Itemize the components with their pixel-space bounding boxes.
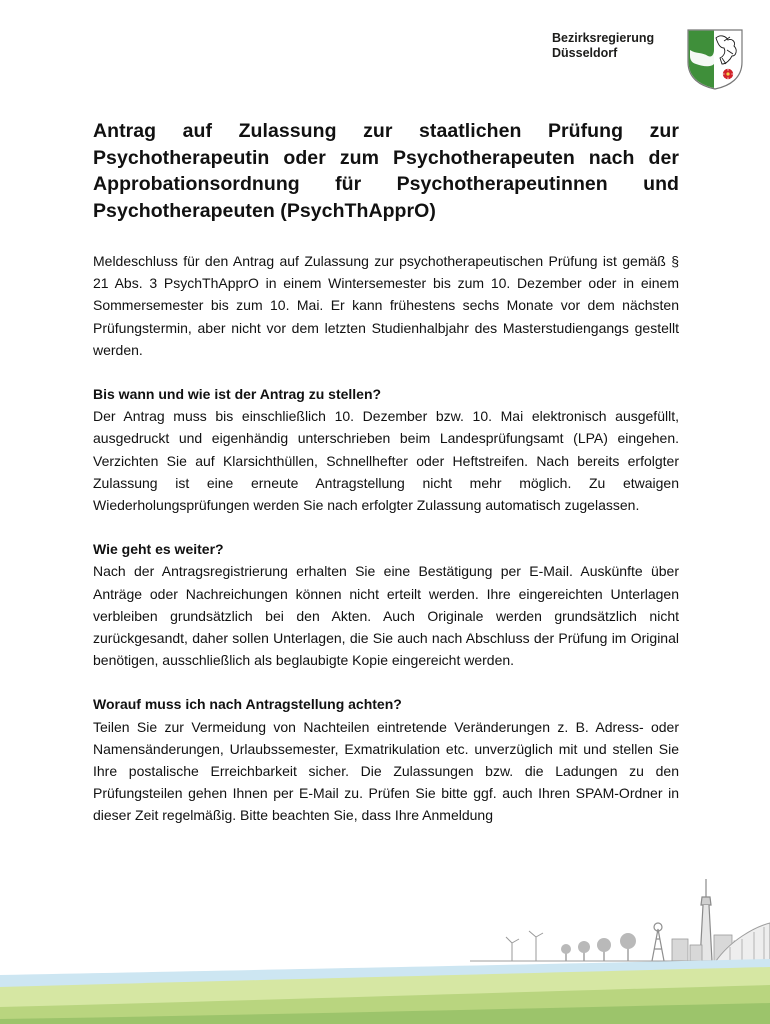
section-text: Teilen Sie zur Vermeidung von Nachteilen eintretende Veränderungen z. B. Adress- oder Namensänderungen, Urlaubssemester, Exmatrikulation etc. unverzüglich mit und stellen Sie Ihre postalische Erreichbarkeit sicher. Die Zulassungen bzw. die Ladungen zu den Prüfungsteilen gehen Ihnen per E-Mail zu. Prüfen Sie bitte ggf. auch Ihren SPAM-Ordner in dieser Zeit regelmäßig. Bitte beachten Sie, dass Ihre Anmeldung — [93, 718, 679, 824]
section-text: Der Antrag muss bis einschließlich 10. Dezember bzw. 10. Mai elektronisch ausgefüllt, ausgedruckt und eigenhändig unterschrieben beim Landesprüfungsamt (LPA) eingehen. Verzichten Sie auf Klarsichthüllen, Schnellhefter oder Heftstreifen. Nach bereits erfolgter Zulassung ist eine erneute Antragstellung nicht mehr möglich. Zu etwaigen Wiederholungsprüfungen werden Sie nach erfolgter Zulassung automatisch zugelassen. — [93, 408, 679, 514]
document-title: Antrag auf Zulassung zur staatlichen Prüfung zur Psychotherapeutin oder zum Psychotherapeuten nach der Approbationsordnung für Psychotherapeutinnen und Psychotherapeuten (PsychThApprO) — [93, 120, 679, 222]
document-body — [93, 118, 679, 827]
organization-name — [552, 31, 654, 61]
section-heading: Wie geht es weiter? — [93, 541, 224, 558]
section-heading: Worauf muss ich nach Antragstellung achten? — [93, 696, 402, 713]
section-heading: Bis wann und wie ist der Antrag zu stellen? — [93, 386, 382, 403]
org-name-line1: Bezirksregierung — [552, 31, 655, 45]
duesseldorf-skyline-icon — [0, 875, 770, 1024]
section-next-steps — [93, 538, 679, 671]
nrw-coat-of-arms-icon — [686, 28, 744, 90]
section-after-application — [93, 693, 679, 826]
org-name-line2: Düsseldorf — [552, 46, 618, 60]
section-application-deadline — [93, 383, 679, 516]
intro-paragraph: Meldeschluss für den Antrag auf Zulassung zur psychotherapeutischen Prüfung ist gemäß § 21 Abs. 3 PsychThApprO in einem Wintersemester bis zum 10. Dezember oder in einem Sommersemester bis zum 10. Mai. Er kann frühestens sechs Monate vor dem nächsten Prüfungstermin, aber nicht vor dem letzten Studienhalbjahr des Masterstudiengangs gestellt werden. — [93, 253, 679, 358]
section-text: Nach der Antragsregistrierung erhalten Sie eine Bestätigung per E-Mail. Auskünfte über Anträge oder Nachreichungen können nicht erteilt werden. Ihre eingereichten Unterlagen verbleiben grundsätzlich bei den Akten. Auch Originale werden grundsätzlich nicht zurückgesandt, daher sollen Unterlagen, die Sie auch nach Abschluss der Prüfung im Original benötigen, ausschließlich als beglaubigte Kopie eingereicht werden. — [93, 563, 679, 669]
